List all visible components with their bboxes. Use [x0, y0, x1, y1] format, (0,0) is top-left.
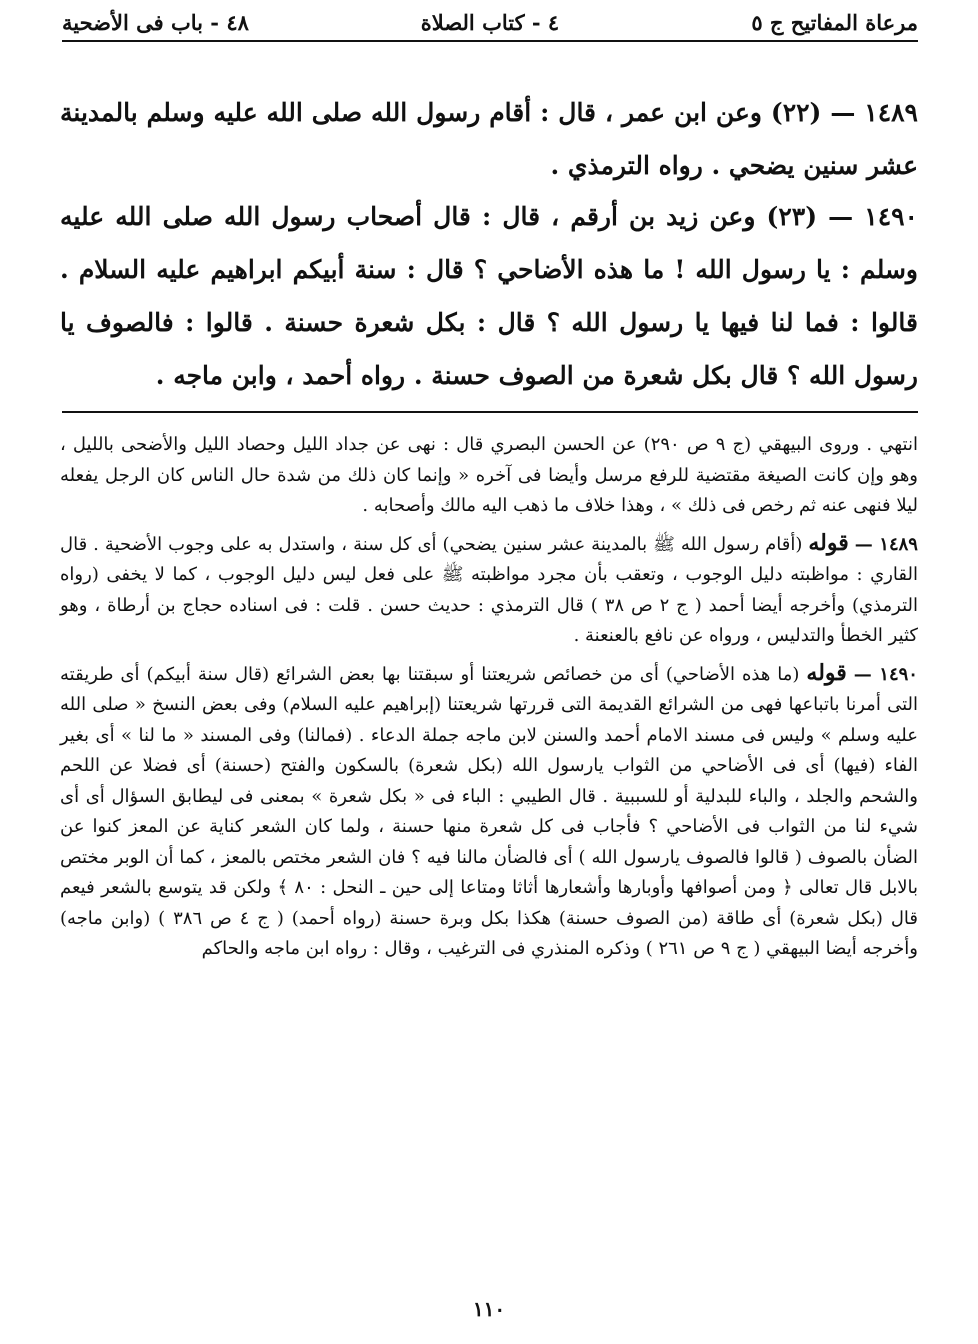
hadith-paragraph	[60, 190, 918, 402]
commentary-intro: انتهي . وروى البيهقي (ج ٩ ص ٢٩٠) عن الحسن البصري قال : نهى عن جداد الليل وحصاد الليل والأضحى بالليل ، وهو وإن كانت الصيغة مقتضية للرفع مرسل وأيضا فى آخره « وإنما كان ذلك من شدة حال الناس كان الرجل يفعله ليلا فنهى عنه ثم رخص فى ذلك » ، وهذا خلاف ما ذهب اليه مالك وأصحابه .	[60, 434, 918, 516]
note-keyword: قوله	[806, 659, 847, 686]
hadith-number: ١٤٩٠ —	[828, 202, 918, 231]
note-number: ١٤٨٩ —	[854, 533, 918, 555]
hadith-number: ١٤٨٩ —	[830, 98, 918, 127]
commentary-note-1490	[60, 658, 918, 965]
header-section: ٤٨ - باب فى الأضحية	[62, 10, 249, 35]
running-header	[62, 6, 918, 42]
commentary-note-1489	[60, 528, 918, 652]
note-number: ١٤٩٠ —	[853, 663, 918, 685]
header-chapter: ٤ - كتاب الصلاة	[420, 10, 560, 35]
hadith-text: (٢٢) وعن ابن عمر ، قال : أقام رسول الله صلى الله عليه وسلم بالمدينة عشر سنين يضحي . رواه الترمذي .	[60, 98, 918, 180]
commentary	[60, 430, 918, 965]
hadith-1489	[60, 86, 918, 192]
hadith-text: (٢٣) وعن زيد بن أرقم ، قال : قال أصحاب رسول الله صلى الله عليه وسلم : يا رسول الله ! ما هذه الأضاحي ؟ قال : سنة أبيكم ابراهيم عليه السلام . قالوا : فما لنا فيها يا رسول الله ؟ قال : بكل شعرة حسنة . قالوا : فالصوف يا رسول الله ؟ قال بكل شعرة من الصوف حسنة . رواه أحمد ، وابن ماجه .	[60, 202, 918, 390]
hadith-1490	[60, 190, 918, 402]
section-divider	[62, 411, 918, 413]
note-text: (أقام رسول الله ﷺ بالمدينة عشر سنين يضحي) أى كل سنة ، واستدل به على وجوب الأضحية . قال القاري : مواظبته دليل الوجوب ، وتعقب بأن مجرد مواظبته ﷺ على فعل ليس دليل الوجوب ، كما لا يخفى (رواه الترمذي) وأخرجه أيضا أحمد ( ج ٢ ص ٣٨ ) قال الترمذي : حديث حسن . قلت : فى اسناده حجاج بن أرطاة ، وهو كثير الخطأ والتدليس ، ورواه عن نافع بالعنعنة .	[60, 533, 918, 646]
page-number: ١١٠	[472, 1297, 506, 1321]
hadith-paragraph	[60, 86, 918, 192]
header-book-title: مرعاة المفاتيح ج ٥	[751, 10, 918, 35]
note-text: (ما هذه الأضاحي) أى من خصائص شريعتنا أو سبقتنا بها بعض الشرائع (قال سنة أبيكم) أى طريقته التى أمرنا باتباعها فهى من الشرائع القديمة التى قررتها شريعتنا (إبراهيم عليه السلام) وفى بعض النسخ « صلى الله عليه وسلم » وليس فى مسند الامام أحمد والسنن لابن ماجه جملة الدعاء . (فمالنا) وفى المسند « ما لنا » أى بغير الفاء (فيها) أى فى الأضاحي من الثواب يارسول الله (بكل شعرة) بالسكون والفتح (حسنة) أى فضلا عن اللحم والشحم والجلد ، والباء للبدلية أو للسببية . قال الطيبي : الباء فى « بكل شعرة » بمعنى فى ليطابق السؤال أى أى شيء لنا من الثواب فى الأضاحي ؟ فأجاب فى كل شعرة منها حسنة ، ولما كان الشعر كناية عن المعز كنوا عن الضأن بالصوف ( قالوا فالصوف يارسول الله ) أى فالضأن مالنا فيه ؟ فان الشعر مختص بالمعز ، كما أن الوبر مختص بالابل قال تعالى ﴿ ومن أصوافها وأوبارها وأشعارها أثاثا ومتاعا إلى حين ـ النحل : ٨٠ ﴾ ولكن قد يتوسع بالشعر فيعم قال (بكل شعرة) أى طاقة (من الصوف حسنة) هكذا بكل وبرة حسنة (رواه أحمد) ( ج ٤ ص ٣٨٦ ) (وابن ماجه) وأخرجه أيضا البيهقي ( ج ٩ ص ٢٦١ ) وذكره المنذري فى الترغيب ، وقال : رواه ابن ماجه والحاكم	[60, 663, 918, 959]
note-keyword: قوله	[808, 529, 849, 556]
